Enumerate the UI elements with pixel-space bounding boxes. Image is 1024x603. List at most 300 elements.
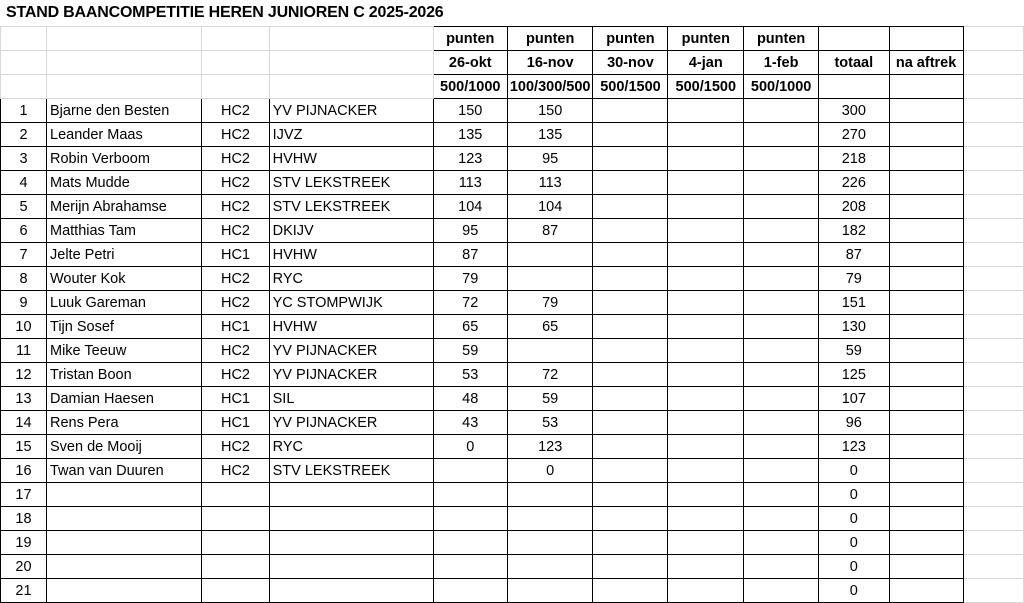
score-cell[interactable] — [668, 315, 744, 339]
rank-cell[interactable]: 2 — [1, 123, 47, 147]
club-cell[interactable] — [269, 507, 433, 531]
score-cell[interactable] — [593, 267, 668, 291]
club-cell[interactable]: IJVZ — [269, 123, 433, 147]
score-cell[interactable] — [593, 507, 668, 531]
na-aftrek-cell[interactable] — [889, 123, 963, 147]
score-cell[interactable] — [668, 435, 744, 459]
score-cell[interactable]: 59 — [507, 387, 593, 411]
club-cell[interactable]: STV LEKSTREEK — [269, 171, 433, 195]
score-cell[interactable]: 0 — [507, 459, 593, 483]
na-aftrek-cell[interactable] — [889, 579, 963, 603]
rank-cell[interactable]: 9 — [1, 291, 47, 315]
cell[interactable] — [963, 291, 1023, 315]
cell[interactable] — [963, 507, 1023, 531]
score-cell[interactable]: 48 — [433, 387, 507, 411]
name-cell[interactable] — [47, 555, 202, 579]
score-cell[interactable] — [433, 507, 507, 531]
total-cell[interactable]: 59 — [819, 339, 889, 363]
class-cell[interactable]: HC2 — [202, 291, 269, 315]
score-cell[interactable] — [744, 435, 819, 459]
header-row-dates — [1, 51, 1024, 75]
club-cell[interactable] — [269, 531, 433, 555]
header-date-3[interactable]: 30-nov — [593, 51, 668, 75]
cell[interactable] — [963, 435, 1023, 459]
score-cell[interactable] — [668, 579, 744, 603]
class-cell[interactable]: HC2 — [202, 435, 269, 459]
sheet-title: STAND BAANCOMPETITIE HEREN JUNIOREN C 2025-2026 — [6, 4, 444, 21]
score-cell[interactable] — [744, 195, 819, 219]
class-cell[interactable]: HC1 — [202, 243, 269, 267]
score-cell[interactable] — [744, 483, 819, 507]
score-cell[interactable] — [668, 123, 744, 147]
score-cell[interactable] — [433, 483, 507, 507]
class-cell[interactable]: HC2 — [202, 147, 269, 171]
header-row-factors — [1, 75, 1024, 99]
score-cell[interactable] — [744, 459, 819, 483]
score-cell[interactable]: 53 — [433, 363, 507, 387]
name-cell[interactable] — [47, 507, 202, 531]
name-cell[interactable]: Matthias Tam — [47, 219, 202, 243]
score-cell[interactable] — [593, 363, 668, 387]
score-cell[interactable]: 113 — [433, 171, 507, 195]
na-aftrek-cell[interactable] — [889, 363, 963, 387]
header-factor-5[interactable]: 500/1000 — [744, 75, 819, 99]
cell[interactable] — [963, 579, 1023, 603]
club-cell[interactable]: YV PIJNACKER — [269, 99, 433, 123]
header-factor-3[interactable]: 500/1500 — [593, 75, 668, 99]
total-cell[interactable]: 123 — [819, 435, 889, 459]
score-cell[interactable] — [593, 219, 668, 243]
header-punten-5[interactable]: punten — [744, 27, 819, 51]
score-cell[interactable] — [433, 531, 507, 555]
score-cell[interactable] — [593, 243, 668, 267]
score-cell[interactable] — [593, 195, 668, 219]
score-cell[interactable] — [668, 147, 744, 171]
total-cell[interactable]: 300 — [819, 99, 889, 123]
na-aftrek-cell[interactable] — [889, 387, 963, 411]
class-cell[interactable]: HC1 — [202, 411, 269, 435]
total-cell[interactable]: 182 — [819, 219, 889, 243]
name-cell[interactable]: Sven de Mooij — [47, 435, 202, 459]
cell[interactable] — [963, 531, 1023, 555]
name-cell[interactable]: Bjarne den Besten — [47, 99, 202, 123]
score-cell[interactable]: 65 — [433, 315, 507, 339]
total-cell[interactable]: 79 — [819, 267, 889, 291]
rank-cell[interactable]: 11 — [1, 339, 47, 363]
score-cell[interactable]: 79 — [507, 291, 593, 315]
club-cell[interactable]: STV LEKSTREEK — [269, 195, 433, 219]
score-cell[interactable] — [744, 147, 819, 171]
score-cell[interactable]: 104 — [433, 195, 507, 219]
table-row — [1, 411, 1024, 435]
header-punten-1[interactable]: punten — [433, 27, 507, 51]
cell[interactable] — [963, 195, 1023, 219]
score-cell[interactable]: 113 — [507, 171, 593, 195]
score-cell[interactable] — [668, 171, 744, 195]
na-aftrek-cell[interactable] — [889, 339, 963, 363]
total-cell[interactable]: 0 — [819, 507, 889, 531]
club-cell[interactable] — [269, 555, 433, 579]
class-cell[interactable] — [202, 507, 269, 531]
cell[interactable] — [47, 75, 202, 99]
score-cell[interactable] — [433, 579, 507, 603]
score-cell[interactable] — [507, 531, 593, 555]
score-cell[interactable] — [507, 267, 593, 291]
club-cell[interactable]: YV PIJNACKER — [269, 363, 433, 387]
cell[interactable] — [47, 51, 202, 75]
table-row — [1, 267, 1024, 291]
name-cell[interactable]: Wouter Kok — [47, 267, 202, 291]
score-cell[interactable]: 95 — [433, 219, 507, 243]
cell[interactable] — [963, 51, 1023, 75]
rank-cell[interactable]: 21 — [1, 579, 47, 603]
score-cell[interactable] — [744, 171, 819, 195]
score-cell[interactable] — [668, 507, 744, 531]
score-cell[interactable] — [593, 171, 668, 195]
score-cell[interactable]: 87 — [433, 243, 507, 267]
score-cell[interactable]: 104 — [507, 195, 593, 219]
class-cell[interactable]: HC2 — [202, 219, 269, 243]
club-cell[interactable] — [269, 579, 433, 603]
club-cell[interactable]: DKIJV — [269, 219, 433, 243]
score-cell[interactable] — [593, 411, 668, 435]
header-punten-2[interactable]: punten — [507, 27, 593, 51]
cell[interactable] — [963, 147, 1023, 171]
cell[interactable] — [1, 51, 47, 75]
score-cell[interactable] — [668, 387, 744, 411]
name-cell[interactable]: Leander Maas — [47, 123, 202, 147]
cell[interactable] — [963, 411, 1023, 435]
score-cell[interactable]: 65 — [507, 315, 593, 339]
na-aftrek-cell[interactable] — [889, 315, 963, 339]
cell[interactable] — [963, 555, 1023, 579]
name-cell[interactable]: Robin Verboom — [47, 147, 202, 171]
na-aftrek-cell[interactable] — [889, 435, 963, 459]
header-date-4[interactable]: 4-jan — [668, 51, 744, 75]
total-cell[interactable]: 96 — [819, 411, 889, 435]
cell[interactable] — [963, 387, 1023, 411]
class-cell[interactable] — [202, 483, 269, 507]
class-cell[interactable] — [202, 555, 269, 579]
score-cell[interactable]: 53 — [507, 411, 593, 435]
score-cell[interactable] — [744, 507, 819, 531]
name-cell[interactable]: Merijn Abrahamse — [47, 195, 202, 219]
cell[interactable] — [269, 75, 433, 99]
score-cell[interactable] — [593, 291, 668, 315]
club-cell[interactable]: SIL — [269, 387, 433, 411]
cell[interactable] — [963, 171, 1023, 195]
cell[interactable] — [202, 51, 269, 75]
score-cell[interactable] — [593, 435, 668, 459]
standings-table — [0, 26, 1024, 603]
rank-cell[interactable]: 14 — [1, 411, 47, 435]
club-cell[interactable]: HVHW — [269, 243, 433, 267]
score-cell[interactable] — [668, 99, 744, 123]
cell[interactable] — [963, 363, 1023, 387]
rank-cell[interactable]: 7 — [1, 243, 47, 267]
cell[interactable] — [269, 27, 433, 51]
score-cell[interactable] — [744, 291, 819, 315]
score-cell[interactable] — [668, 195, 744, 219]
total-cell[interactable]: 226 — [819, 171, 889, 195]
table-row — [1, 339, 1024, 363]
table-row — [1, 579, 1024, 603]
na-aftrek-cell[interactable] — [889, 243, 963, 267]
class-cell[interactable]: HC2 — [202, 195, 269, 219]
rank-cell[interactable]: 19 — [1, 531, 47, 555]
class-cell[interactable]: HC1 — [202, 315, 269, 339]
header-punten-3[interactable]: punten — [593, 27, 668, 51]
rank-cell[interactable]: 18 — [1, 507, 47, 531]
class-cell[interactable]: HC2 — [202, 363, 269, 387]
score-cell[interactable] — [668, 459, 744, 483]
score-cell[interactable]: 72 — [507, 363, 593, 387]
name-cell[interactable] — [47, 483, 202, 507]
score-cell[interactable] — [593, 555, 668, 579]
cell[interactable] — [963, 483, 1023, 507]
cell[interactable] — [963, 267, 1023, 291]
total-cell[interactable]: 0 — [819, 579, 889, 603]
name-cell[interactable] — [47, 579, 202, 603]
score-cell[interactable]: 59 — [433, 339, 507, 363]
cell[interactable] — [47, 27, 202, 51]
score-cell[interactable] — [744, 363, 819, 387]
score-cell[interactable]: 150 — [433, 99, 507, 123]
score-cell[interactable] — [433, 459, 507, 483]
table-row — [1, 123, 1024, 147]
score-cell[interactable]: 95 — [507, 147, 593, 171]
rank-cell[interactable]: 16 — [1, 459, 47, 483]
total-cell[interactable]: 208 — [819, 195, 889, 219]
na-aftrek-cell[interactable] — [889, 555, 963, 579]
score-cell[interactable] — [744, 555, 819, 579]
class-cell[interactable] — [202, 531, 269, 555]
total-cell[interactable]: 130 — [819, 315, 889, 339]
header-totaal[interactable]: totaal — [819, 51, 889, 75]
club-cell[interactable]: RYC — [269, 267, 433, 291]
score-cell[interactable]: 150 — [507, 99, 593, 123]
total-cell[interactable]: 0 — [819, 483, 889, 507]
club-cell[interactable]: RYC — [269, 435, 433, 459]
na-aftrek-cell[interactable] — [889, 483, 963, 507]
na-aftrek-cell[interactable] — [889, 459, 963, 483]
score-cell[interactable] — [593, 147, 668, 171]
cell[interactable] — [269, 51, 433, 75]
score-cell[interactable] — [668, 363, 744, 387]
score-cell[interactable] — [593, 531, 668, 555]
class-cell[interactable]: HC2 — [202, 171, 269, 195]
header-na-aftrek-bottom[interactable] — [889, 75, 963, 99]
score-cell[interactable] — [507, 507, 593, 531]
cell[interactable] — [1, 27, 47, 51]
score-cell[interactable] — [433, 555, 507, 579]
class-cell[interactable]: HC2 — [202, 99, 269, 123]
score-cell[interactable] — [668, 267, 744, 291]
name-cell[interactable] — [47, 531, 202, 555]
rank-cell[interactable]: 20 — [1, 555, 47, 579]
rank-cell[interactable]: 8 — [1, 267, 47, 291]
name-cell[interactable]: Mike Teeuw — [47, 339, 202, 363]
score-cell[interactable] — [744, 339, 819, 363]
name-cell[interactable]: Tijn Sosef — [47, 315, 202, 339]
score-cell[interactable] — [744, 315, 819, 339]
score-cell[interactable]: 123 — [507, 435, 593, 459]
na-aftrek-cell[interactable] — [889, 99, 963, 123]
club-cell[interactable]: HVHW — [269, 147, 433, 171]
cell[interactable] — [963, 339, 1023, 363]
na-aftrek-cell[interactable] — [889, 531, 963, 555]
na-aftrek-cell[interactable] — [889, 147, 963, 171]
rank-cell[interactable]: 15 — [1, 435, 47, 459]
na-aftrek-cell[interactable] — [889, 219, 963, 243]
club-cell[interactable]: HVHW — [269, 315, 433, 339]
na-aftrek-cell[interactable] — [889, 291, 963, 315]
cell[interactable] — [963, 75, 1023, 99]
total-cell[interactable]: 0 — [819, 531, 889, 555]
total-cell[interactable]: 0 — [819, 459, 889, 483]
score-cell[interactable] — [668, 531, 744, 555]
total-cell[interactable]: 87 — [819, 243, 889, 267]
header-date-1[interactable]: 26-okt — [433, 51, 507, 75]
score-cell[interactable] — [744, 387, 819, 411]
score-cell[interactable]: 87 — [507, 219, 593, 243]
total-cell[interactable]: 151 — [819, 291, 889, 315]
class-cell[interactable]: HC2 — [202, 123, 269, 147]
score-cell[interactable] — [593, 99, 668, 123]
score-cell[interactable] — [507, 243, 593, 267]
score-cell[interactable]: 135 — [507, 123, 593, 147]
header-factor-1[interactable]: 500/1000 — [433, 75, 507, 99]
score-cell[interactable] — [744, 99, 819, 123]
total-cell[interactable]: 270 — [819, 123, 889, 147]
score-cell[interactable]: 79 — [433, 267, 507, 291]
header-punten-4[interactable]: punten — [668, 27, 744, 51]
club-cell[interactable] — [269, 483, 433, 507]
score-cell[interactable] — [507, 483, 593, 507]
class-cell[interactable]: HC2 — [202, 459, 269, 483]
score-cell[interactable] — [593, 387, 668, 411]
score-cell[interactable] — [507, 579, 593, 603]
score-cell[interactable] — [593, 483, 668, 507]
cell[interactable] — [202, 27, 269, 51]
name-cell[interactable]: Tristan Boon — [47, 363, 202, 387]
rank-cell[interactable]: 10 — [1, 315, 47, 339]
name-cell[interactable]: Jelte Petri — [47, 243, 202, 267]
cell[interactable] — [1, 75, 47, 99]
score-cell[interactable] — [593, 315, 668, 339]
score-cell[interactable]: 0 — [433, 435, 507, 459]
club-cell[interactable]: STV LEKSTREEK — [269, 459, 433, 483]
na-aftrek-cell[interactable] — [889, 267, 963, 291]
name-cell[interactable]: Twan van Duuren — [47, 459, 202, 483]
name-cell[interactable]: Rens Pera — [47, 411, 202, 435]
score-cell[interactable] — [593, 579, 668, 603]
cell[interactable] — [963, 27, 1023, 51]
score-cell[interactable] — [593, 123, 668, 147]
header-totaal-bottom[interactable] — [819, 75, 889, 99]
header-date-2[interactable]: 16-nov — [507, 51, 593, 75]
score-cell[interactable]: 43 — [433, 411, 507, 435]
cell[interactable] — [963, 99, 1023, 123]
score-cell[interactable] — [744, 243, 819, 267]
table-row — [1, 243, 1024, 267]
score-cell[interactable] — [744, 267, 819, 291]
cell[interactable] — [963, 243, 1023, 267]
header-na-aftrek-top[interactable] — [889, 27, 963, 51]
cell[interactable] — [963, 123, 1023, 147]
name-cell[interactable]: Mats Mudde — [47, 171, 202, 195]
score-cell[interactable] — [744, 411, 819, 435]
na-aftrek-cell[interactable] — [889, 195, 963, 219]
score-cell[interactable] — [668, 339, 744, 363]
score-cell[interactable] — [668, 291, 744, 315]
cell[interactable] — [963, 315, 1023, 339]
header-date-5[interactable]: 1-feb — [744, 51, 819, 75]
class-cell[interactable]: HC2 — [202, 267, 269, 291]
score-cell[interactable] — [593, 339, 668, 363]
score-cell[interactable] — [668, 483, 744, 507]
header-na-aftrek[interactable]: na aftrek — [889, 51, 963, 75]
score-cell[interactable] — [668, 555, 744, 579]
club-cell[interactable]: YC STOMPWIJK — [269, 291, 433, 315]
rank-cell[interactable]: 4 — [1, 171, 47, 195]
score-cell[interactable]: 123 — [433, 147, 507, 171]
name-cell[interactable]: Luuk Gareman — [47, 291, 202, 315]
score-cell[interactable]: 135 — [433, 123, 507, 147]
total-cell[interactable]: 125 — [819, 363, 889, 387]
class-cell[interactable]: HC1 — [202, 387, 269, 411]
header-factor-2[interactable]: 100/300/500 — [507, 75, 593, 99]
score-cell[interactable] — [668, 243, 744, 267]
rank-cell[interactable]: 6 — [1, 219, 47, 243]
cell[interactable] — [963, 219, 1023, 243]
score-cell[interactable] — [744, 579, 819, 603]
score-cell[interactable] — [744, 123, 819, 147]
score-cell[interactable]: 72 — [433, 291, 507, 315]
name-cell[interactable]: Damian Haesen — [47, 387, 202, 411]
rank-cell[interactable]: 5 — [1, 195, 47, 219]
header-factor-4[interactable]: 500/1500 — [668, 75, 744, 99]
score-cell[interactable] — [507, 339, 593, 363]
rank-cell[interactable]: 3 — [1, 147, 47, 171]
score-cell[interactable] — [593, 459, 668, 483]
rank-cell[interactable]: 17 — [1, 483, 47, 507]
table-row — [1, 219, 1024, 243]
total-cell[interactable]: 218 — [819, 147, 889, 171]
rank-cell[interactable]: 12 — [1, 363, 47, 387]
header-totaal-top[interactable] — [819, 27, 889, 51]
table-row — [1, 531, 1024, 555]
total-cell[interactable]: 0 — [819, 555, 889, 579]
class-cell[interactable]: HC2 — [202, 339, 269, 363]
score-cell[interactable] — [744, 219, 819, 243]
rank-cell[interactable]: 13 — [1, 387, 47, 411]
class-cell[interactable] — [202, 579, 269, 603]
club-cell[interactable]: YV PIJNACKER — [269, 411, 433, 435]
score-cell[interactable] — [668, 219, 744, 243]
club-cell[interactable]: YV PIJNACKER — [269, 339, 433, 363]
score-cell[interactable] — [744, 531, 819, 555]
score-cell[interactable] — [507, 555, 593, 579]
cell[interactable] — [963, 459, 1023, 483]
total-cell[interactable]: 107 — [819, 387, 889, 411]
na-aftrek-cell[interactable] — [889, 411, 963, 435]
na-aftrek-cell[interactable] — [889, 171, 963, 195]
na-aftrek-cell[interactable] — [889, 507, 963, 531]
rank-cell[interactable]: 1 — [1, 99, 47, 123]
score-cell[interactable] — [668, 411, 744, 435]
cell[interactable] — [202, 75, 269, 99]
